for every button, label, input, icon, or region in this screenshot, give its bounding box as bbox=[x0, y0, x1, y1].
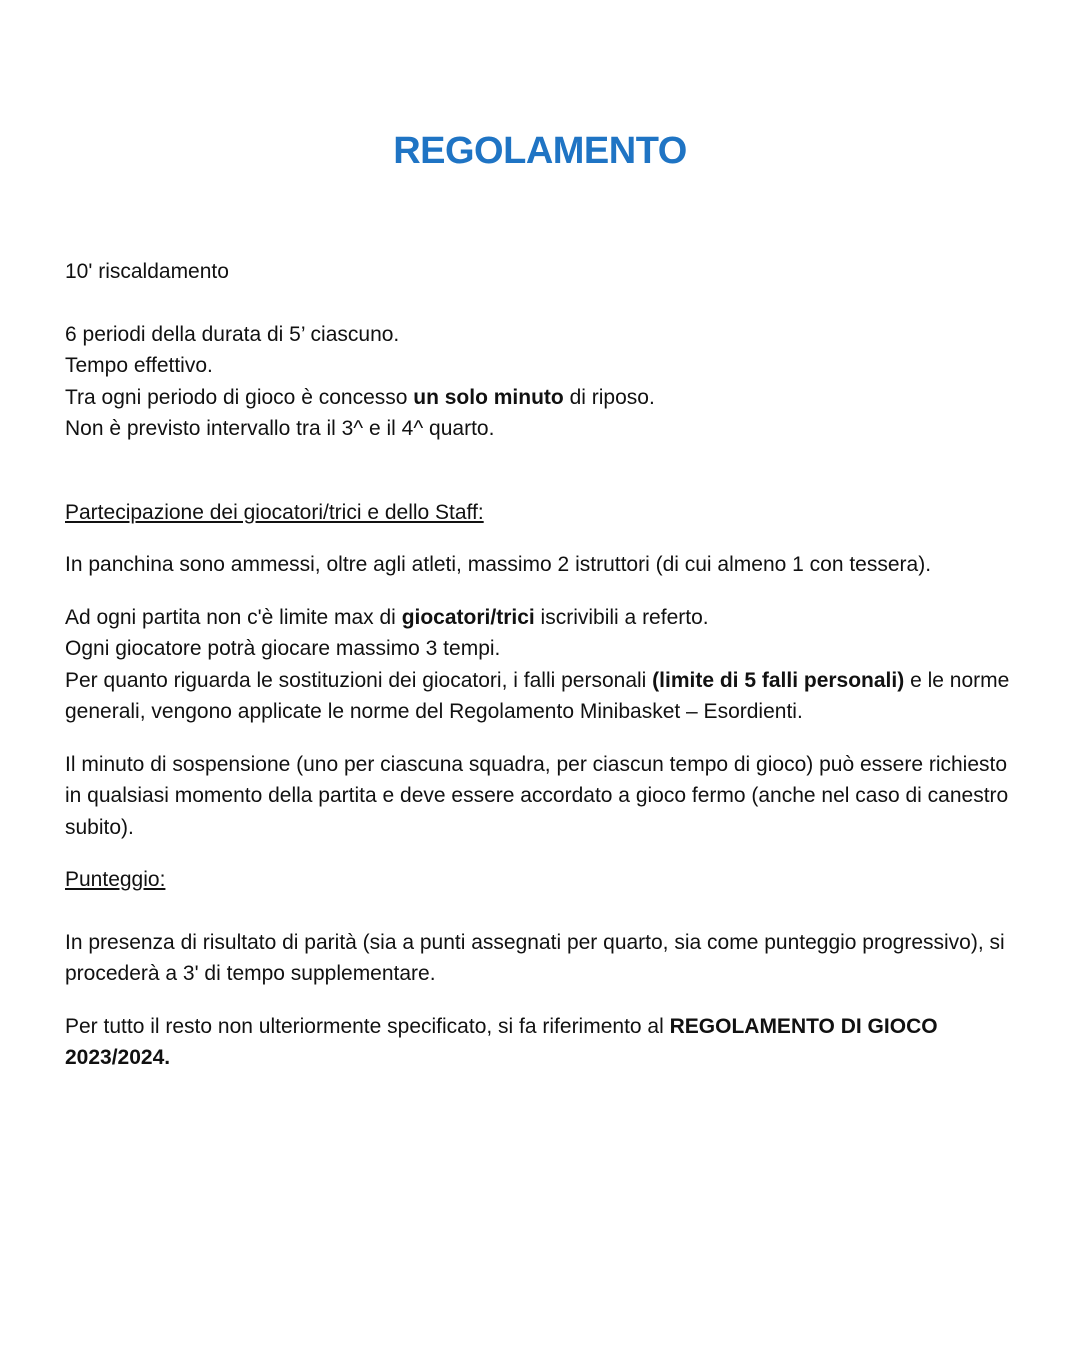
limit-pre: Ad ogni partita non c'è limite max di bbox=[65, 605, 402, 629]
limit-line bbox=[65, 602, 1015, 634]
bench-text: In panchina sono ammessi, oltre agli atleti, massimo 2 istruttori (di cui almeno 1 con tessera). bbox=[65, 553, 932, 576]
rest-pre: Per tutto il resto non ulteriormente specificato, si fa riferimento al bbox=[65, 1014, 670, 1038]
periods-block bbox=[65, 319, 1015, 445]
periods-line-2: Tempo effettivo. bbox=[65, 354, 213, 377]
limit-post: iscrivibili a referto. bbox=[534, 605, 709, 629]
rules-line bbox=[65, 665, 1015, 728]
rules-post: e le norme generali, vengono applicate le norme del Regolamento Minibasket – Esordienti. bbox=[65, 668, 1010, 723]
timeout-text: Il minuto di sospensione (uno per ciascuna squadra, per ciascun tempo di gioco) può essere richiesto in qualsiasi momento della partita e deve essere accordato a gioco fermo (anche nel caso di canestro subito). bbox=[65, 752, 1009, 839]
periods-line-3-pre: Tra ogni periodo di gioco è concesso bbox=[65, 385, 414, 409]
rest-minute-emphasis: un solo minuto bbox=[413, 385, 564, 409]
periods-line-3 bbox=[65, 382, 1015, 414]
fouls-emphasis: (limite di 5 falli personali) bbox=[652, 668, 905, 692]
periods-line-3-post: di riposo. bbox=[563, 385, 655, 409]
play-line: Ogni giocatore potrà giocare massimo 3 tempi. bbox=[65, 637, 501, 660]
page-title: REGOLAMENTO bbox=[393, 130, 687, 172]
warmup-text: 10' riscaldamento bbox=[65, 260, 229, 283]
limit-block bbox=[65, 602, 1015, 728]
players-emphasis: giocatori/trici bbox=[401, 605, 535, 629]
periods-line-1: 6 periodi della durata di 5’ ciascuno. bbox=[65, 322, 400, 346]
document-body bbox=[65, 256, 1015, 1074]
regulation-emphasis: REGOLAMENTO DI GIOCO 2023/2024. bbox=[65, 1014, 938, 1069]
rules-pre: Per quanto riguarda le sostituzioni dei giocatori, i falli personali bbox=[65, 668, 653, 692]
periods-line-4: Non è previsto intervallo tra il 3^ e il 4^ quarto. bbox=[65, 417, 495, 440]
tie-text: In presenza di risultato di parità (sia a punti assegnati per quarto, sia come punteggio progressivo), si procederà a 3' di tempo supplementare. bbox=[65, 930, 1005, 985]
participation-heading: Partecipazione dei giocatori/trici e dello Staff: bbox=[65, 500, 484, 524]
rest-text bbox=[65, 1011, 1015, 1074]
score-heading: Punteggio: bbox=[65, 868, 166, 891]
